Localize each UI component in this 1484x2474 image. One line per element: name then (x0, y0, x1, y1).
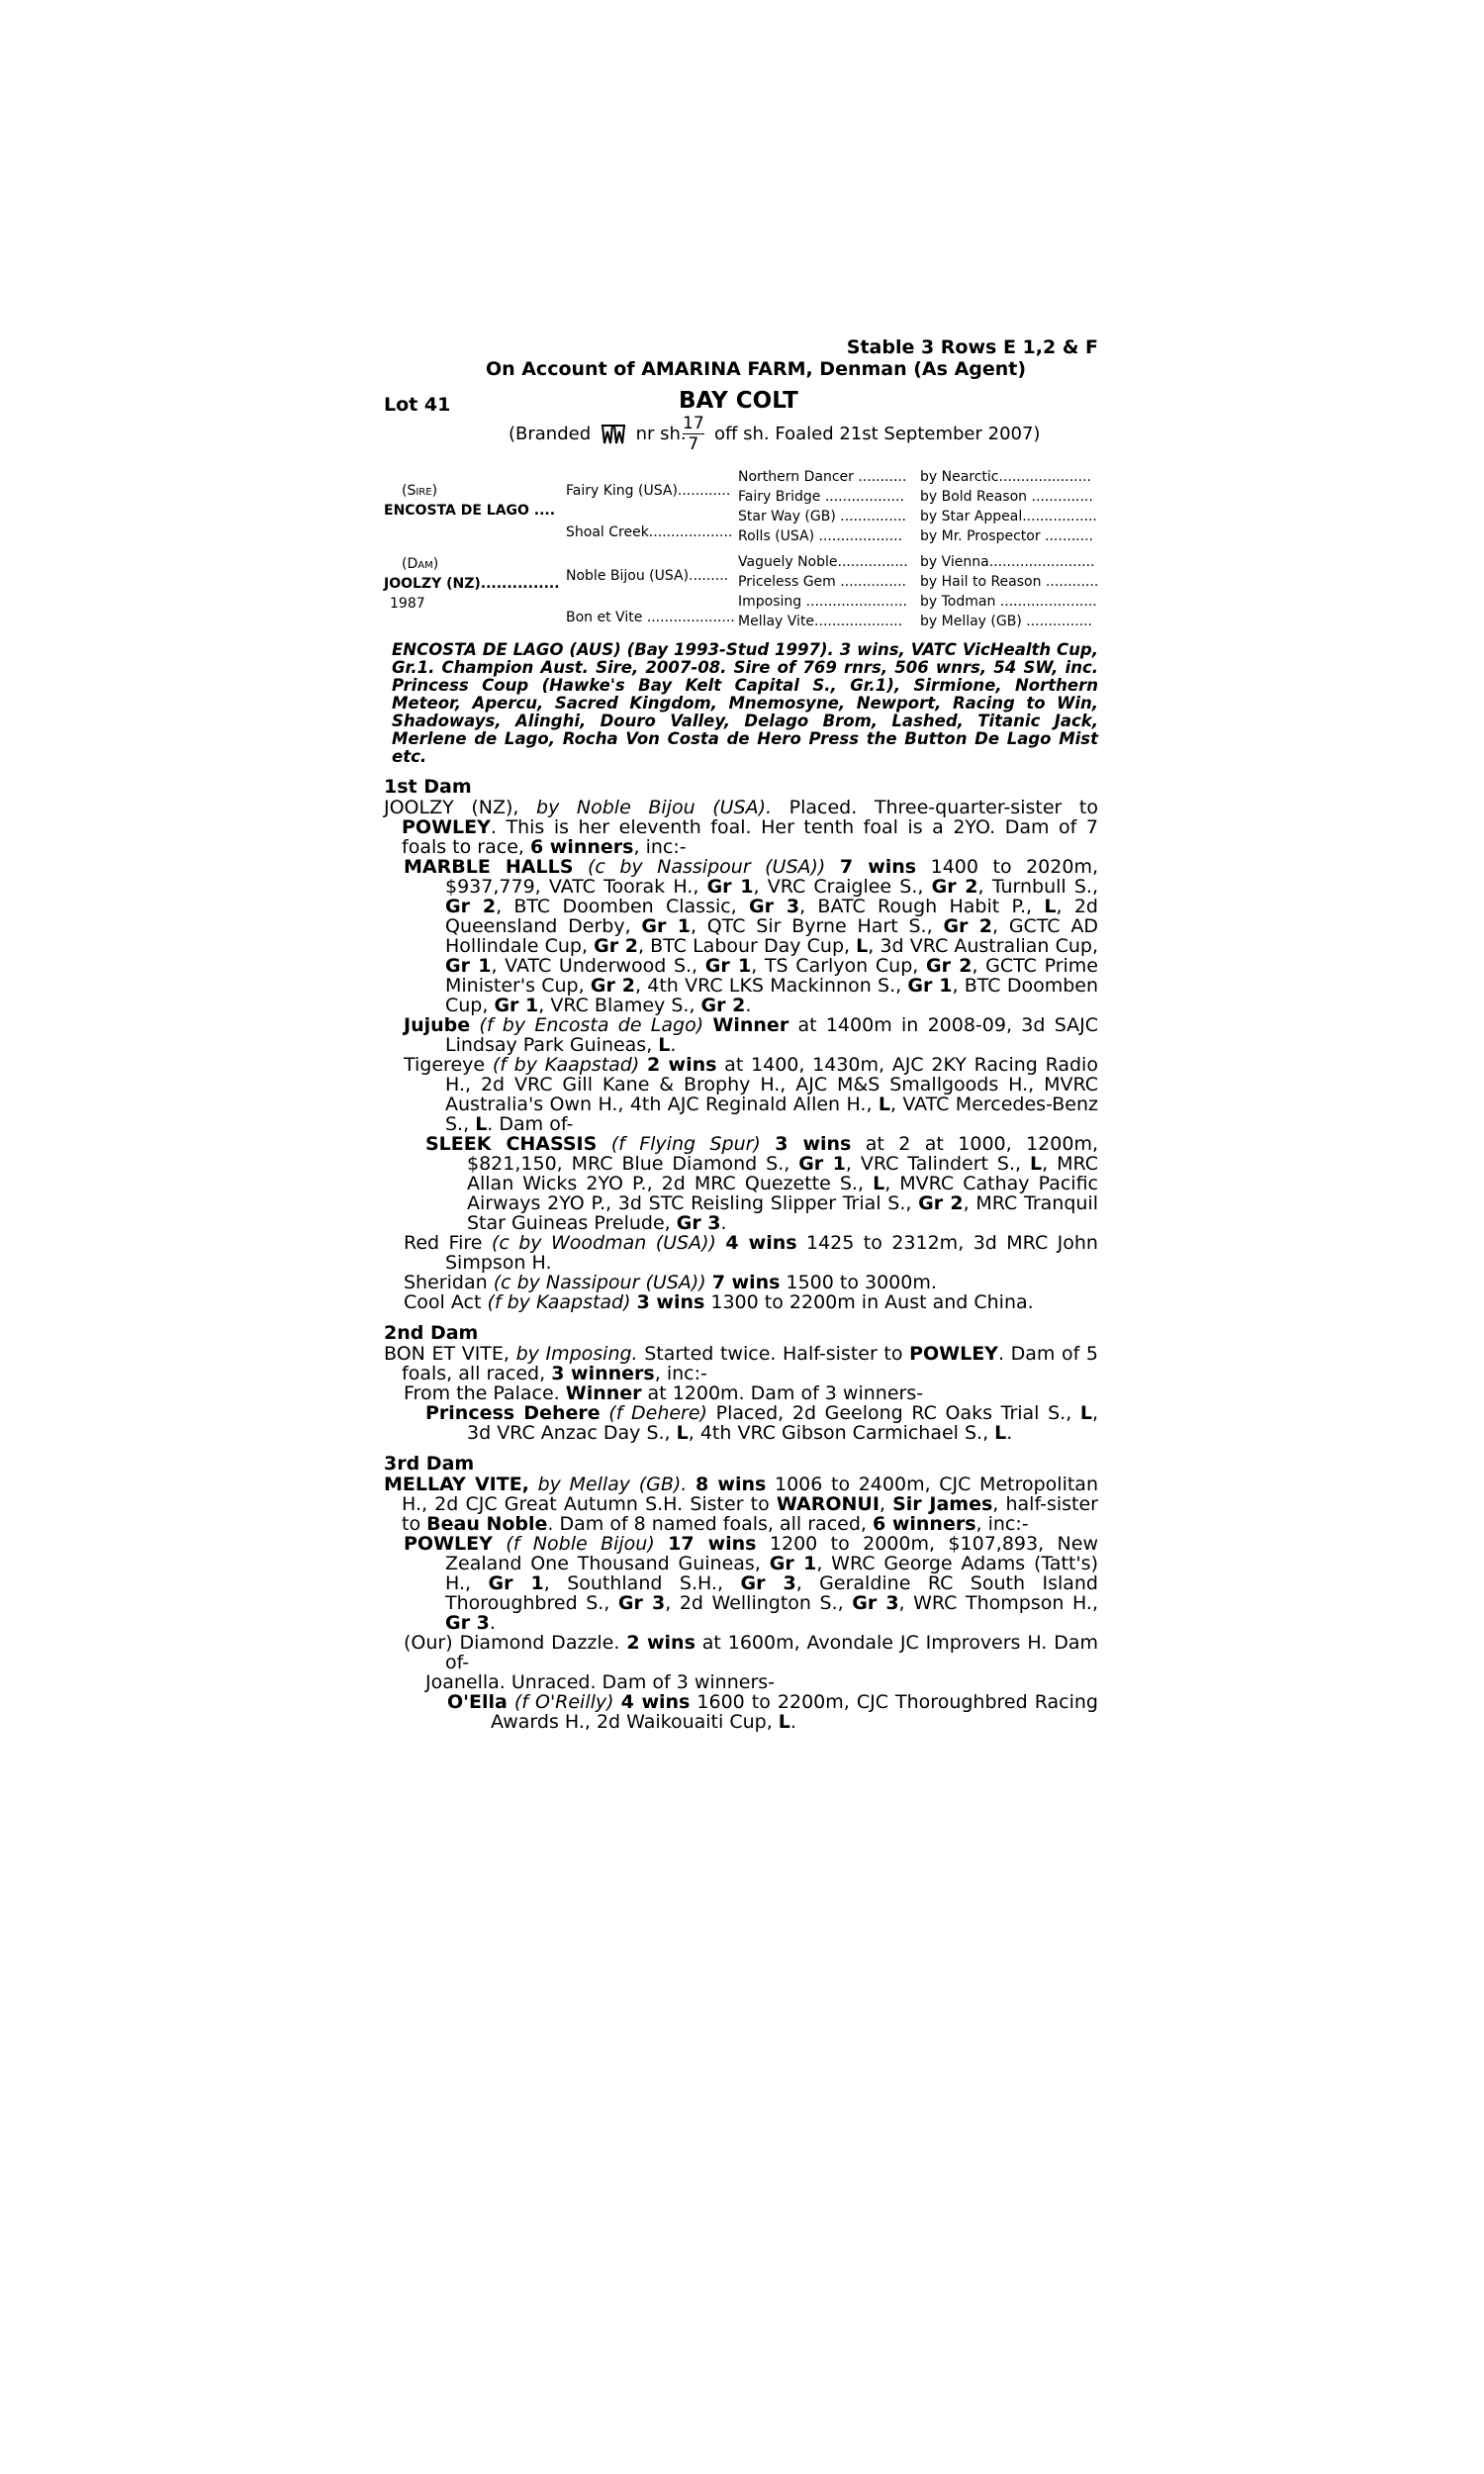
pedigree-g4-3: by Star Appeal................. (920, 509, 1097, 524)
powley: POWLEY (f Noble Bijou) 17 wins 1200 to 2000m, $107,893, New Zealand One Thousand Guineas, Gr 1, WRC George Adams (Tatt's) H., Gr 1, Southland S.H., Gr 3, Geraldine RC South Island Thoroughbred S., Gr 3, 2d Wellington S., Gr 3, WRC Thompson H., Gr 3. (404, 1533, 1099, 1634)
pedigree-g4-4: by Mr. Prospector ........... (920, 528, 1093, 544)
dam-label: (Dam) (402, 556, 439, 572)
dam-year: 1987 (390, 596, 425, 612)
progeny-entry: Cool Act (f by Kaapstad) 3 wins 1300 to 2200m in Aust and China. (404, 1291, 1034, 1313)
progeny-entry: Tigereye (f by Kaapstad) 2 wins at 1400, 1430m, AJC 2KY Racing Radio H., 2d VRC Gill Kane & Brophy H., AJC M&S Smallgoods H., MVRC Australia's Own H., 4th AJC Reginald Allen H., L, VATC Mercedes-Benz S., L. Dam of- (404, 1054, 1098, 1135)
third-dam-paragraph: MELLAY VITE, by Mellay (GB). 8 wins 1006 to 2400m, CJC Metropolitan H., 2d CJC Great Autumn S.H. Sister to WARONUI, Sir James, half-sister to Beau Noble. Dam of 8 named foals, all raced, 6 winners, inc:- (384, 1474, 1098, 1535)
first-dam-paragraph: JOOLZY (NZ), by Noble Bijou (USA). Placed. Three-quarter-sister to POWLEY. This is her eleventh foal. Her tenth foal is a 2YO. Dam of 7 foals to race, 6 winners, inc:- (384, 797, 1098, 858)
diamond-dazzle: (Our) Diamond Dazzle. 2 wins at 1600m, Avondale JC Improvers H. Dam of- (404, 1632, 1098, 1673)
pedigree-g4-8: by Mellay (GB) ............... (920, 614, 1092, 629)
brand-mark-icon (601, 424, 626, 445)
lot-title: BAY COLT (679, 388, 798, 414)
progeny-entry: Sheridan (c by Nassipour (USA)) 7 wins 1500 to 3000m. (404, 1272, 937, 1293)
stable-location: Stable 3 Rows E 1,2 & F (846, 336, 1098, 358)
first-dam-progeny (384, 857, 1098, 1312)
catalogue-page (384, 336, 1098, 1732)
pedigree-g4-1: by Nearctic..................... (920, 469, 1091, 485)
sire-summary: ENCOSTA DE LAGO (AUS) (Bay 1993-Stud 1997). 3 wins, VATC VicHealth Cup, Gr.1. Champion Aust. Sire, 2007-08. Sire of 769 rnrs, 506 wnrs, 54 SW, inc. Princess Coup (Hawke's Bay Kelt Capital S., Gr.1), Sirmione, Northern Meteor, Apercu, Sacred Kingdom, Mnemosyne, Newport, Racing to Win, Shadoways, Alinghi, Douro Valley, Delago Brom, Lashed, Titanic Jack, Merlene de Lago, Rocha Von Costa de Hero Press the Button De Lago Mist etc. (392, 640, 1098, 766)
foaling-date: off sh. Foaled 21st September 2007) (714, 424, 1041, 444)
pedigree-g2-3: Noble Bijou (USA)......... (566, 568, 729, 584)
pedigree-g2-4: Bon et Vite .................... (566, 610, 735, 625)
dam-name: JOOLZY (NZ)............... (384, 576, 560, 592)
joanella: Joanella. Unraced. Dam of 3 winners- (425, 1671, 776, 1693)
vendor-account: On Account of AMARINA FARM, Denman (As Agent) (485, 358, 1027, 380)
third-dam-heading: 3rd Dam (384, 1453, 475, 1475)
sire-label: (Sire) (402, 483, 438, 499)
brand-pre: (Branded nr sh. (509, 424, 687, 444)
pedigree-g4-7: by Todman ...................... (920, 594, 1097, 610)
progeny-entry: MARBLE HALLS (c by Nassipour (USA)) 7 wins 1400 to 2020m, $937,779, VATC Toorak H., Gr 1, VRC Craiglee S., Gr 2, Turnbull S., Gr 2, BTC Doomben Classic, Gr 3, BATC Rough Habit P., L, 2d Queensland Derby, Gr 1, QTC Sir Byrne Hart S., Gr 2, GCTC AD Hollindale Cup, Gr 2, BTC Labour Day Cup, L, 3d VRC Australian Cup, Gr 1, VATC Underwood S., Gr 1, TS Carlyon Cup, Gr 2, GCTC Prime Minister's Cup, Gr 2, 4th VRC LKS Mackinnon S., Gr 1, BTC Doomben Cup, Gr 1, VRC Blamey S., Gr 2. (404, 856, 1098, 1016)
pedigree-g4-2: by Bold Reason .............. (920, 489, 1093, 505)
second-dam-paragraph: BON ET VITE, by Imposing. Started twice. Half-sister to POWLEY. Dam of 5 foals, all raced, 3 winners, inc:- (384, 1343, 1098, 1384)
pedigree-g3-8: Mellay Vite.................... (738, 614, 903, 629)
pedigree-g3-1: Northern Dancer ........... (738, 469, 907, 485)
pedigree-g2-1: Fairy King (USA)............ (566, 483, 731, 499)
pedigree-g3-2: Fairy Bridge .................. (738, 489, 904, 505)
brand-number: $\frac{17}{7}$ (683, 414, 704, 454)
brand-line (384, 414, 1098, 461)
progeny-entry: Red Fire (c by Woodman (USA)) 4 wins 1425 to 2312m, 3d MRC John Simpson H. (404, 1232, 1098, 1274)
second-dam-heading: 2nd Dam (384, 1322, 479, 1344)
progeny-entry: Jujube (f by Encosta de Lago) Winner at 1400m in 2008-09, 3d SAJC Lindsay Park Guineas, L. (404, 1014, 1098, 1056)
pedigree-g3-6: Priceless Gem ............... (738, 574, 906, 590)
pedigree-g4-5: by Vienna........................ (920, 554, 1095, 570)
pedigree-g4-6: by Hail to Reason ............ (920, 574, 1099, 590)
lot-line (384, 386, 1098, 418)
sire-name: ENCOSTA DE LAGO .... (384, 503, 556, 519)
from-the-palace: From the Palace. Winner at 1200m. Dam of 3 winners- (404, 1382, 924, 1404)
oella: O'Ella (f O'Reilly) 4 wins 1600 to 2200m, CJC Thoroughbred Racing Awards H., 2d Waikouaiti Cup, L. (447, 1691, 1098, 1733)
princess-dehere: Princess Dehere (f Dehere) Placed, 2d Geelong RC Oaks Trial S., L, 3d VRC Anzac Day S., L, 4th VRC Gibson Carmichael S., L. (425, 1402, 1099, 1444)
lot-number: Lot 41 (384, 394, 451, 416)
pedigree-g3-5: Vaguely Noble................ (738, 554, 908, 570)
first-dam-heading: 1st Dam (384, 776, 472, 798)
progeny-entry: SLEEK CHASSIS (f Flying Spur) 3 wins at 2 at 1000, 1200m, $821,150, MRC Blue Diamond S., Gr 1, VRC Talindert S., L, MRC Allan Wicks 2YO P., 2d MRC Quezette S., L, MVRC Cathay Pacific Airways 2YO P., 3d STC Reisling Slipper Trial S., Gr 2, MRC Tranquil Star Guineas Prelude, Gr 3. (425, 1133, 1099, 1234)
pedigree-g3-7: Imposing ....................... (738, 594, 907, 610)
pedigree-table (384, 469, 1098, 627)
pedigree-g3-4: Rolls (USA) ................... (738, 528, 903, 544)
pedigree-g3-3: Star Way (GB) ............... (738, 509, 907, 524)
pedigree-g2-2: Shoal Creek................... (566, 524, 733, 540)
